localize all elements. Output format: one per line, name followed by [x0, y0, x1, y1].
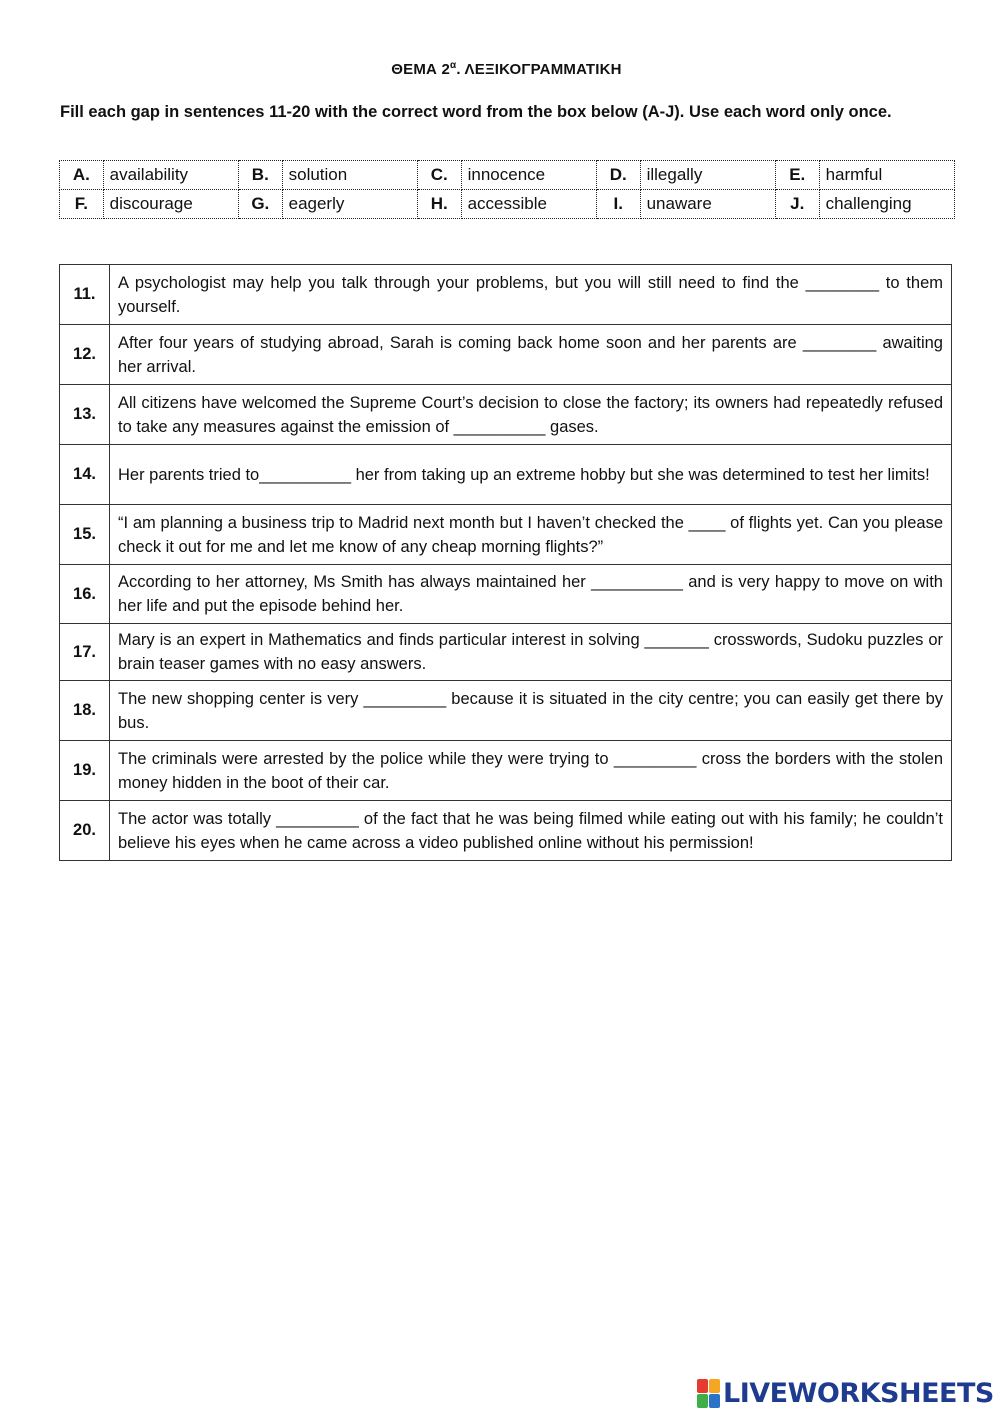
- question-text: A psychologist may help you talk through your problems, but you will still need to find the ________ to them yourself.: [110, 265, 952, 325]
- option-word: availability: [103, 161, 238, 190]
- word-box-row: [60, 161, 955, 190]
- question-text: The criminals were arrested by the police while they were trying to _________ cross the borders with the stolen money hidden in the boot of their car.: [110, 741, 952, 801]
- question-text: After four years of studying abroad, Sarah is coming back home soon and her parents are ________ awaiting her arrival.: [110, 325, 952, 385]
- question-number: 16.: [60, 565, 110, 624]
- question-row: [60, 265, 952, 325]
- logo-square: [709, 1394, 720, 1408]
- option-word: harmful: [819, 161, 954, 190]
- option-letter: G.: [238, 190, 282, 219]
- instructions: Fill each gap in sentences 11-20 with the correct word from the box below (A-J). Use each word only once.: [60, 103, 892, 121]
- question-number: 11.: [60, 265, 110, 325]
- option-letter: H.: [417, 190, 461, 219]
- option-letter: A.: [60, 161, 104, 190]
- word-box-row: [60, 190, 955, 219]
- option-word: illegally: [640, 161, 775, 190]
- question-number: 17.: [60, 624, 110, 681]
- logo-square: [709, 1379, 720, 1393]
- question-text: The new shopping center is very _________ because it is situated in the city centre; you can easily get there by bus.: [110, 681, 952, 741]
- option-letter: E.: [775, 161, 819, 190]
- option-word: eagerly: [282, 190, 417, 219]
- logo-squares-icon: [697, 1379, 720, 1408]
- logo-square: [697, 1394, 708, 1408]
- question-text: According to her attorney, Ms Smith has always maintained her __________ and is very happy to move on with her life and put the episode behind her.: [110, 565, 952, 624]
- question-text: “I am planning a business trip to Madrid next month but I haven’t checked the ____ of flights yet. Can you please check it out for me and let me know of any cheap morning flights?”: [110, 505, 952, 565]
- option-letter: D.: [596, 161, 640, 190]
- question-row: [60, 741, 952, 801]
- question-row: [60, 385, 952, 445]
- question-row: [60, 505, 952, 565]
- question-row: [60, 801, 952, 861]
- question-row: [60, 445, 952, 505]
- option-word: unaware: [640, 190, 775, 219]
- logo-text: LIVEWORKSHEETS: [723, 1377, 994, 1409]
- option-word: innocence: [461, 161, 596, 190]
- question-row: [60, 624, 952, 681]
- question-row: [60, 325, 952, 385]
- question-text: The actor was totally _________ of the fact that he was being filmed while eating out with his family; he couldn’t believe his eyes when he came across a video published online without his permission!: [110, 801, 952, 861]
- option-word: discourage: [103, 190, 238, 219]
- question-number: 20.: [60, 801, 110, 861]
- question-number: 13.: [60, 385, 110, 445]
- question-number: 14.: [60, 445, 110, 505]
- question-number: 12.: [60, 325, 110, 385]
- option-letter: I.: [596, 190, 640, 219]
- liveworksheets-logo[interactable]: [697, 1376, 994, 1410]
- option-word: solution: [282, 161, 417, 190]
- question-text: Mary is an expert in Mathematics and finds particular interest in solving _______ crosswords, Sudoku puzzles or brain teaser games with no easy answers.: [110, 624, 952, 681]
- question-text: Her parents tried to__________ her from taking up an extreme hobby but she was determined to test her limits!: [110, 445, 952, 505]
- option-letter: B.: [238, 161, 282, 190]
- option-letter: F.: [60, 190, 104, 219]
- question-number: 15.: [60, 505, 110, 565]
- question-text: All citizens have welcomed the Supreme Court’s decision to close the factory; its owners had repeatedly refused to take any measures against the emission of __________ gases.: [110, 385, 952, 445]
- question-number: 18.: [60, 681, 110, 741]
- word-box: [59, 160, 955, 219]
- option-word: challenging: [819, 190, 954, 219]
- option-word: accessible: [461, 190, 596, 219]
- question-row: [60, 565, 952, 624]
- page-title: ΘΕΜΑ $2^\alpha$. ΛΕΞΙΚΟΓΡΑΜΜΑΤΙΚΗ: [391, 60, 622, 78]
- option-letter: J.: [775, 190, 819, 219]
- option-letter: C.: [417, 161, 461, 190]
- question-number: 19.: [60, 741, 110, 801]
- logo-square: [697, 1379, 708, 1393]
- question-row: [60, 681, 952, 741]
- questions-table: [59, 264, 952, 861]
